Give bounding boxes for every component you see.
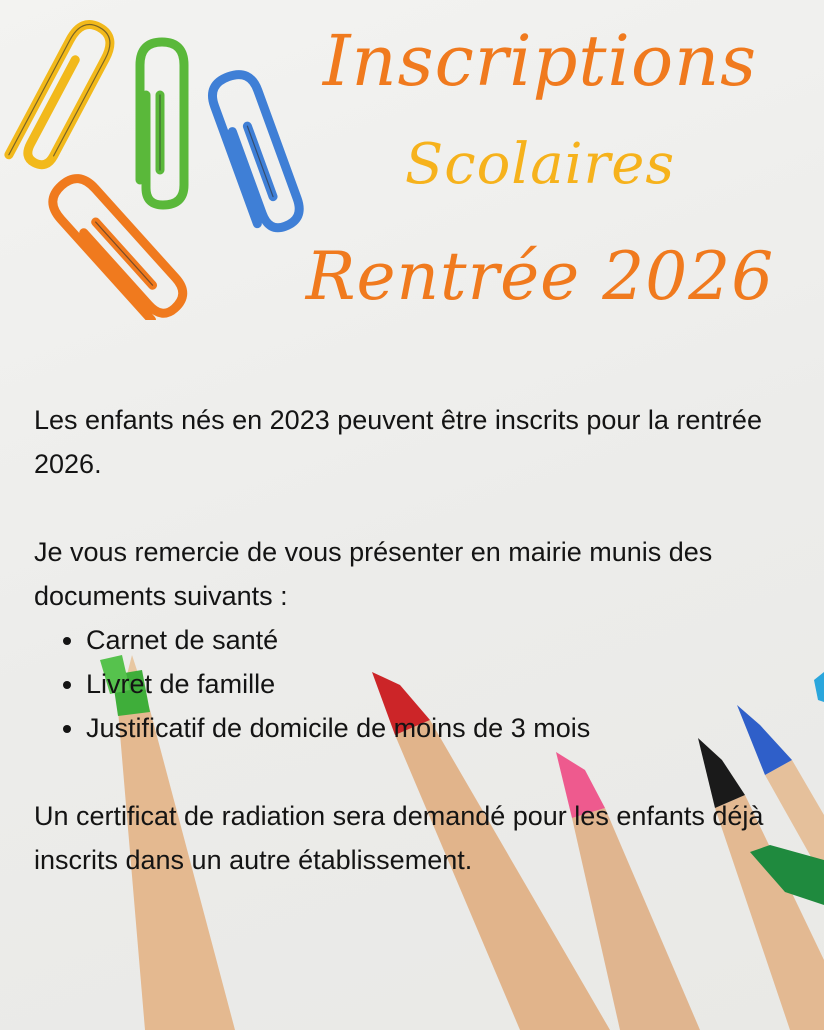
title-rentree-2026: Rentrée 2026 — [305, 238, 775, 315]
title-scolaires: Scolaires — [404, 132, 676, 197]
announcement-text — [34, 398, 794, 882]
title-inscriptions: Inscriptions — [322, 20, 758, 102]
cyan-pencil-icon — [814, 672, 824, 702]
note-paragraph: Un certificat de radiation sera demandé pour les enfants déjà inscrits dans un autre établissement. — [34, 801, 764, 875]
list-item: • Carnet de santé — [86, 618, 794, 662]
list-item: • Livret de famille — [86, 662, 794, 706]
list-item: • Justificatif de domicile de moins de 3 mois — [86, 706, 794, 750]
intro-paragraph: Les enfants nés en 2023 peuvent être inscrits pour la rentrée 2026. — [34, 405, 762, 479]
documents-list — [34, 618, 794, 750]
request-paragraph: Je vous remercie de vous présenter en mairie munis des documents suivants : — [34, 537, 713, 611]
